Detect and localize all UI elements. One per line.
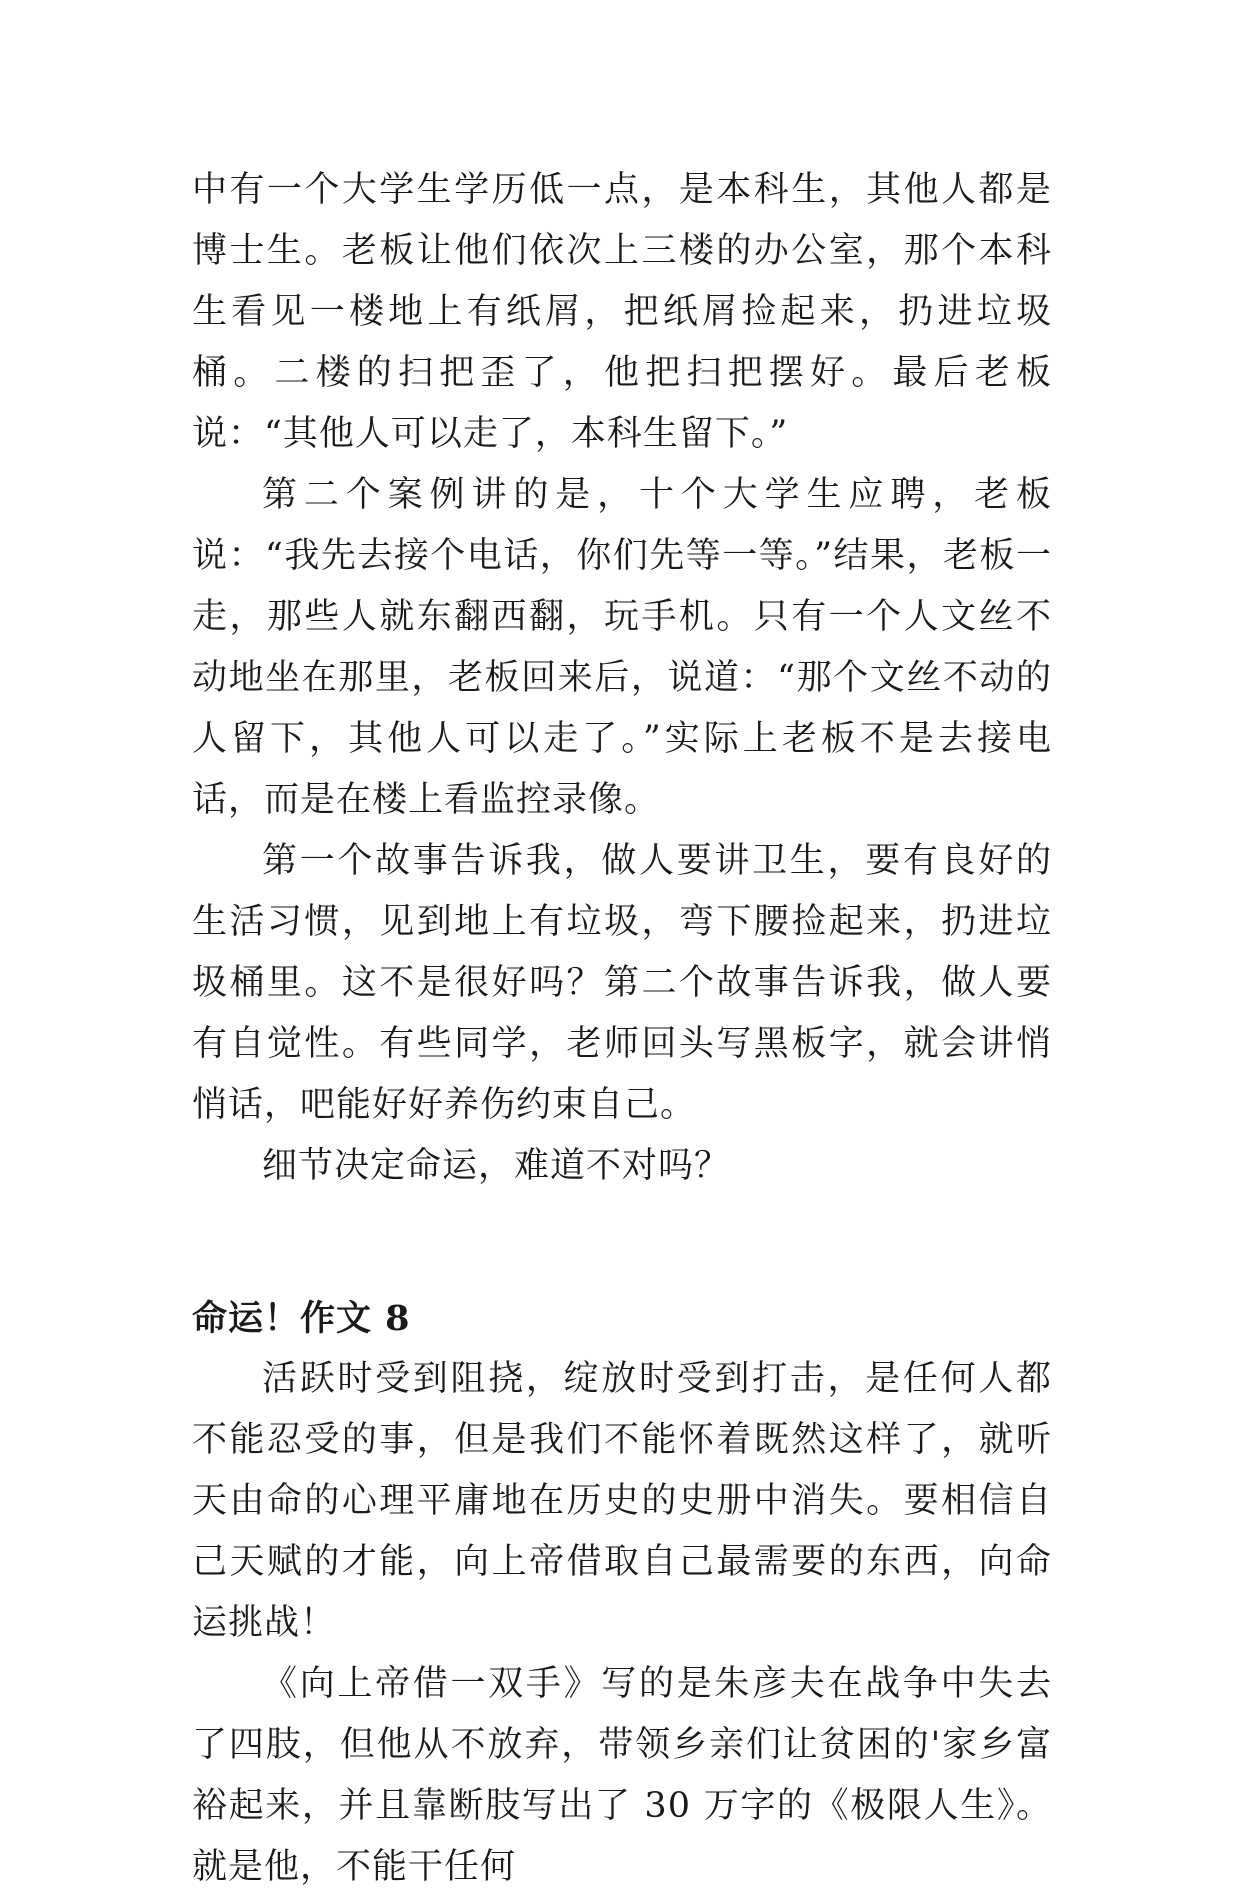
paragraph-example: 《向上帝借一双手》写的是朱彦夫在战争中失去了四肢，但他从不放弃，带领乡亲们让贫困的'家乡富裕起来，并且靠断肢写出了 30 万字的《极限人生》。就是他，不能干任何 <box>192 1664 1052 1887</box>
paragraph-story-one-ending: 中有一个大学生学历低一点，是本科生，其他人都是博士生。老板让他们依次上三楼的办公室，那个本科生看见一楼地上有纸屑，把纸屑捡起来，扔进垃圾桶。二楼的扫把歪了，他把扫把摆好。最后老板说：“其他人可以走了，本科生留下。” <box>192 170 1052 454</box>
paragraph-intro: 活跃时受到阻挠，绽放时受到打击，是任何人都不能忍受的事，但是我们不能怀着既然这样了，就听天由命的心理平庸地在历史的史册中消失。要相信自己天赋的才能，向上帝借取自己最需要的东西，向命运挑战！ <box>192 1359 1052 1643</box>
paragraph-conclusion: 细节决定命运，难道不对吗？ <box>262 1146 731 1186</box>
paragraph-lessons: 第一个故事告诉我，做人要讲卫生，要有良好的生活习惯，见到地上有垃圾，弯下腰捡起来，扔进垃圾桶里。这不是很好吗？第二个故事告诉我，做人要有自觉性。有些同学，老师回头写黑板字，就会讲悄悄话，吧能好好养伤约束自己。 <box>192 841 1052 1125</box>
paragraph-case-two: 第二个案例讲的是，十个大学生应聘，老板说：“我先去接个电话，你们先等一等。”结果，老板一走，那些人就东翻西翻，玩手机。只有一个人文丝不动地坐在那里，老板回来后，说道：“那个文丝不动的人留下，其他人可以走了。”实际上老板不是去接电话，而是在楼上看监控录像。 <box>192 475 1052 820</box>
section-gap <box>192 1197 1052 1288</box>
essay-title: 命运！作文 8 <box>192 1298 411 1339</box>
document-page <box>192 160 1052 1898</box>
